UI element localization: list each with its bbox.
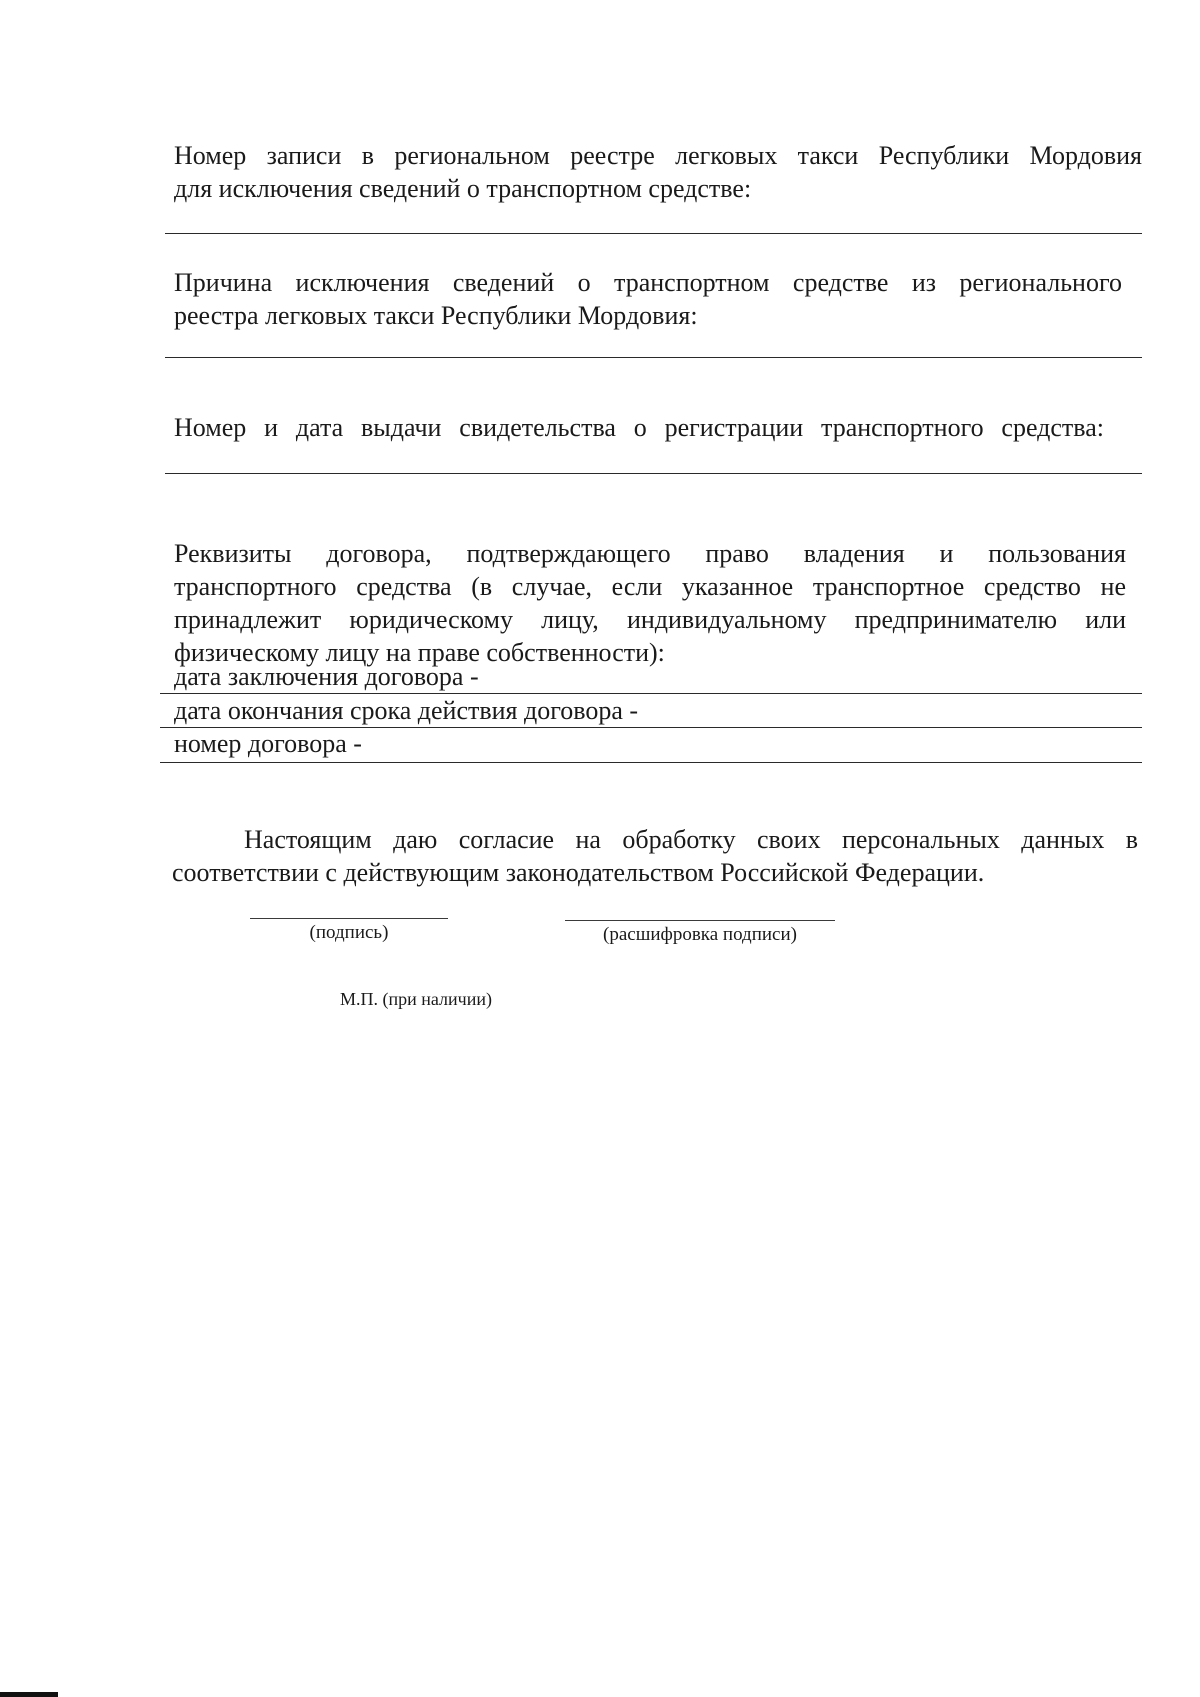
registry-number-label <box>174 139 1142 172</box>
certificate-label-line: Номер и дата выдачи свидетельства о регистрации транспортного средства: <box>174 413 1104 442</box>
registry-number-label-line-1: Номер записи в региональном реестре легковых такси Республики Мордовия <box>174 141 1142 170</box>
consent-line-1: Настоящим даю согласие на обработку своих персональных данных в <box>244 825 1138 854</box>
scan-edge-mark <box>0 1692 58 1697</box>
reason-fill-line[interactable] <box>165 357 1142 358</box>
contract-expiry-date-line[interactable] <box>160 727 1142 728</box>
certificate-label <box>174 411 1104 444</box>
consent-statement <box>172 823 1138 889</box>
reason-label-line-1: Причина исключения сведений о транспортном средстве из регионального <box>174 268 1122 297</box>
reason-label-line-2: реестра легковых такси Республики Мордовия: <box>174 301 698 330</box>
registry-number-fill-line[interactable] <box>165 233 1142 234</box>
contract-label-line-2: транспортного средства (в случае, если указанное транспортное средство не <box>174 572 1126 601</box>
registry-number-label-line-2: для исключения сведений о транспортном средстве: <box>174 174 752 203</box>
contract-label-line-1: Реквизиты договора, подтверждающего право владения и пользования <box>174 539 1126 568</box>
contract-label-line-4: физическому лицу на праве собственности): <box>174 638 665 667</box>
reason-label <box>174 266 1122 332</box>
signature-caption: (подпись) <box>309 922 389 943</box>
stamp-label: М.П. (при наличии) <box>340 989 492 1009</box>
contract-conclusion-date-line[interactable] <box>160 693 1142 694</box>
registry-number-label-cont <box>174 172 1142 205</box>
contract-expiry-date-label: дата окончания срока действия договора - <box>174 696 639 725</box>
certificate-fill-line[interactable] <box>165 473 1142 474</box>
contract-label-line-3: принадлежит юридическому лицу, индивидуальному предпринимателю или <box>174 605 1126 634</box>
consent-line-2: соответствии с действующим законодательством Российской Федерации. <box>172 858 985 887</box>
signature-line[interactable] <box>250 918 448 919</box>
signature-decryption-caption: (расшифровка подписи) <box>603 924 797 945</box>
contract-number-line[interactable] <box>160 762 1142 763</box>
contract-number-label: номер договора - <box>174 729 362 758</box>
contract-label <box>174 537 1126 669</box>
contract-conclusion-date-label: дата заключения договора - <box>174 662 479 691</box>
signature-decryption-line[interactable] <box>565 920 835 921</box>
